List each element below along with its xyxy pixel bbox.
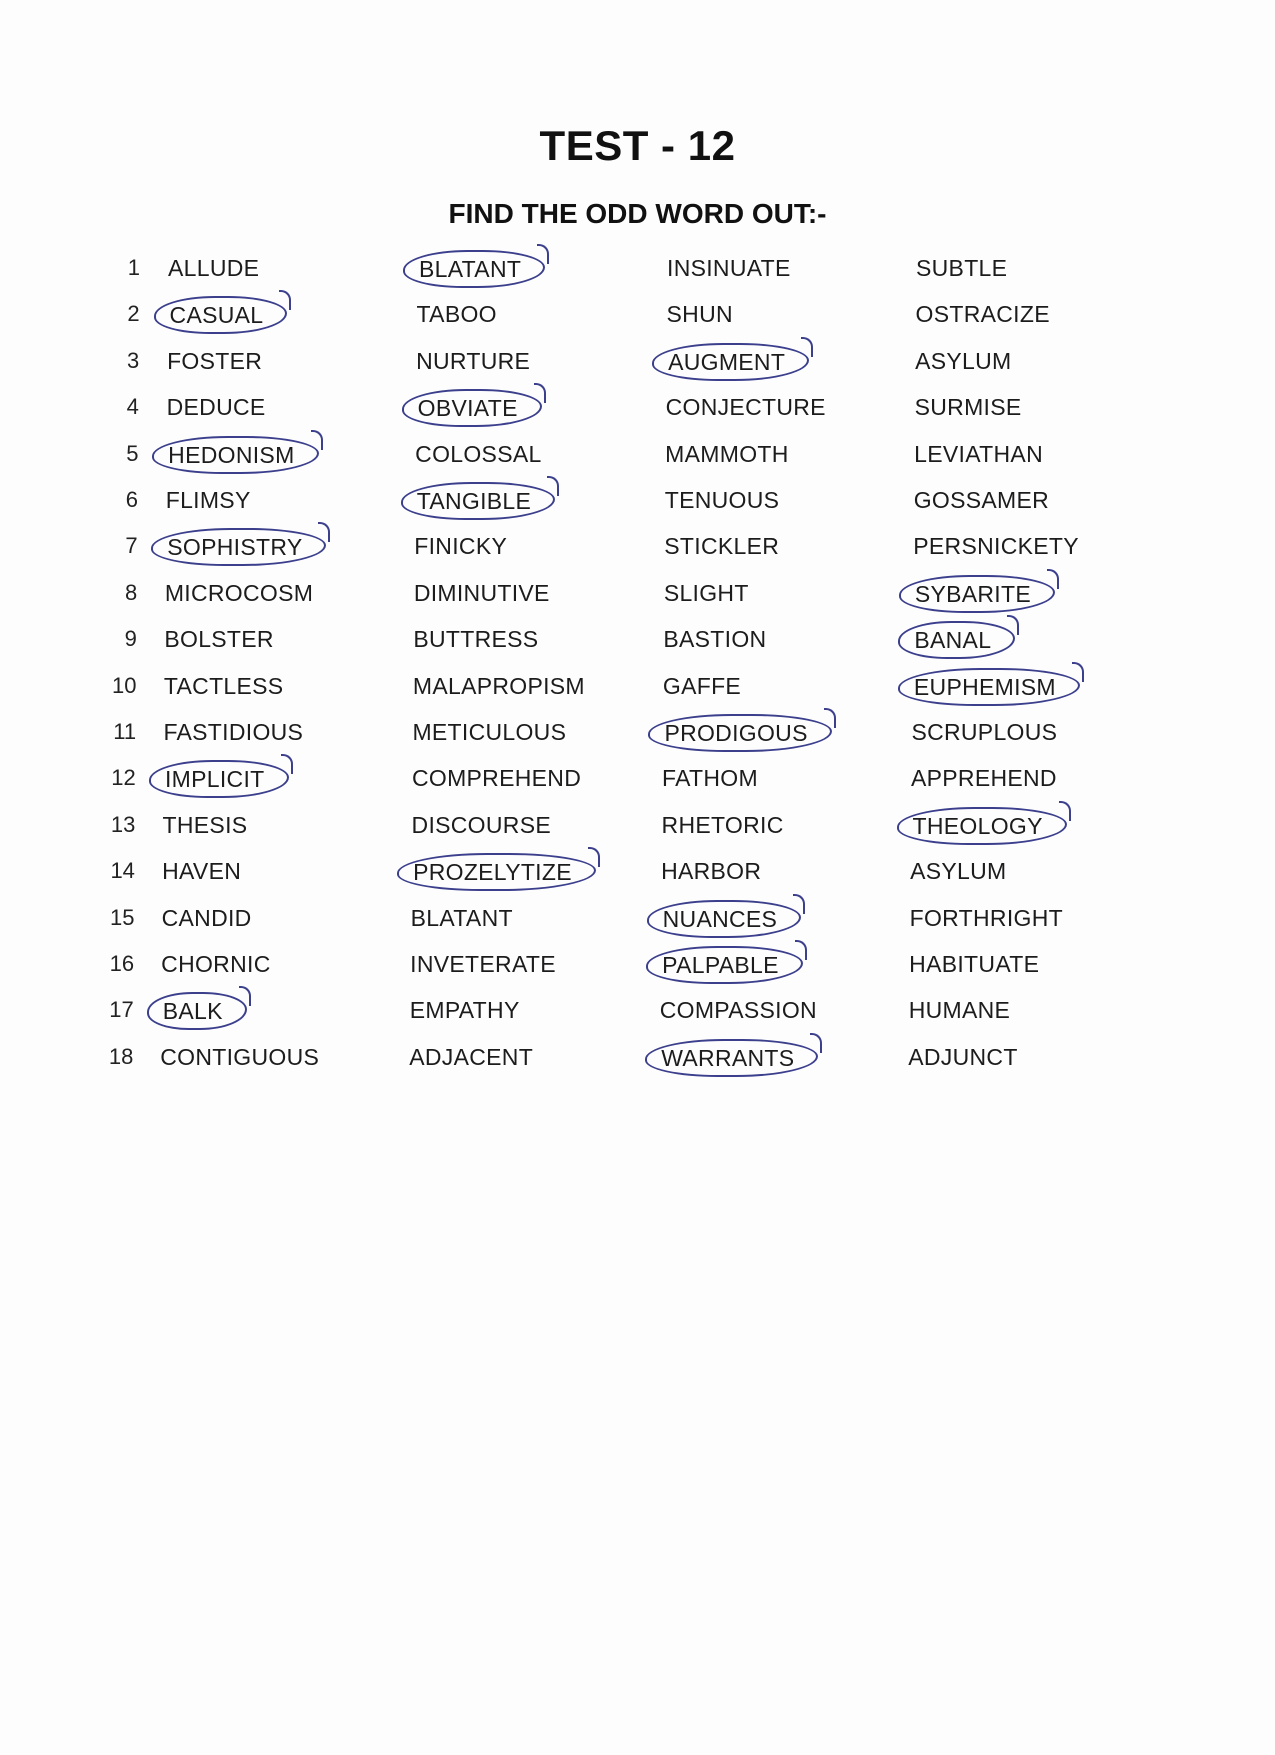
option-word: FLIMSY [165,487,251,513]
option-word-circled: AUGMENT [652,343,809,381]
option-word-circled: OBVIATE [402,389,542,427]
option-word: EMPATHY [409,997,520,1024]
option-word: HABITUATE [909,951,1040,977]
question-number: 9 [124,626,137,652]
option-word: COMPREHEND [411,765,582,792]
option-word-circled: CASUAL [154,296,288,334]
question-row [0,1037,1275,1077]
option-word-circled: BANAL [898,621,1015,659]
question-number: 11 [113,719,137,744]
option-word: HAVEN [162,858,242,885]
question-row [0,387,1275,427]
option-word: STICKLER [664,533,780,560]
option-word: RHETORIC [661,811,784,838]
option-word: HUMANE [908,997,1011,1024]
option-word: ASYLUM [910,858,1007,885]
question-row [0,573,1275,613]
question-number: 5 [126,440,139,466]
option-word: FATHOM [661,765,758,792]
option-word: TENUOUS [664,487,780,513]
option-word-circled: PALPABLE [646,946,803,984]
option-word: SUBTLE [916,255,1008,281]
option-word: GOSSAMER [913,487,1050,513]
option-word: ADJACENT [409,1043,534,1070]
option-word: COLOSSAL [415,440,542,467]
option-word: SHUN [666,301,733,328]
question-number: 3 [126,347,140,373]
question-number: 6 [125,487,139,512]
question-row [0,805,1275,845]
option-word: APPREHEND [910,765,1057,792]
question-number: 8 [125,579,138,605]
question-number: 10 [112,672,137,698]
question-number: 15 [110,904,135,930]
option-word-circled: SOPHISTRY [151,528,326,566]
option-word-circled: SYBARITE [899,575,1055,613]
option-word-circled: BLATANT [403,250,545,288]
option-word: BASTION [663,626,767,653]
question-number: 14 [110,858,135,884]
option-word-circled: HEDONISM [152,436,318,474]
option-word: MALAPROPISM [412,672,585,699]
option-word: DEDUCE [166,394,266,421]
option-word-circled: IMPLICIT [149,760,289,798]
option-word: NURTURE [416,347,531,374]
option-word-circled: PRODIGOUS [648,714,831,752]
instructions-heading: FIND THE ODD WORD OUT:- [448,198,827,229]
option-word: DISCOURSE [411,811,551,838]
question-row [0,294,1275,334]
option-word: MICROCOSM [164,579,314,606]
question-number: 4 [126,394,139,420]
question-row [0,944,1275,984]
question-row [0,898,1275,938]
option-word: PERSNICKETY [913,533,1079,560]
option-word: LEVIATHAN [914,440,1043,467]
option-word-circled: THEOLOGY [897,807,1067,845]
option-word: BLATANT [410,904,513,931]
option-word: OSTRACIZE [915,301,1050,328]
option-word-circled: PROZELYTIZE [397,853,596,891]
option-word: FINICKY [414,533,508,560]
question-row [0,434,1275,474]
option-word: BOLSTER [164,626,274,653]
option-word: TACTLESS [163,672,284,699]
option-word: FORTHRIGHT [909,904,1063,931]
option-word: CANDID [161,904,252,931]
option-word-circled: EUPHEMISM [898,668,1080,706]
option-word: TABOO [416,301,497,328]
option-word: SCRUPLOUS [911,719,1058,745]
question-row [0,990,1275,1030]
option-word: THESIS [162,811,248,838]
question-number: 13 [110,811,136,837]
question-row [0,758,1275,798]
option-word-circled: NUANCES [647,900,802,938]
option-word: INSINUATE [667,255,791,281]
option-word: GAFFE [662,672,742,699]
option-word: ASYLUM [915,347,1012,374]
option-word: FOSTER [167,347,263,374]
question-row [0,666,1275,706]
question-number: 12 [111,765,136,791]
option-word: CONJECTURE [665,394,826,421]
question-number: 18 [108,1043,134,1069]
option-word: CONTIGUOUS [160,1043,320,1070]
option-word: ADJUNCT [908,1043,1018,1070]
question-row [0,526,1275,566]
question-row [0,341,1275,381]
option-word-circled: WARRANTS [645,1039,818,1077]
question-number: 7 [125,533,138,559]
option-word: CHORNIC [161,951,271,977]
option-word: INVETERATE [410,951,556,977]
test-title: TEST - 12 [539,122,736,169]
option-word: DIMINUTIVE [413,579,550,606]
question-number: 17 [109,997,134,1023]
option-word: FASTIDIOUS [163,719,304,745]
question-number: 2 [127,301,140,327]
option-word: MAMMOTH [665,440,789,467]
option-word: METICULOUS [412,719,567,745]
question-row [0,248,1275,288]
question-row [0,619,1275,659]
option-word: HARBOR [661,858,762,885]
option-word: ALLUDE [168,255,260,281]
option-word: SLIGHT [663,579,749,606]
question-number: 16 [109,951,135,976]
question-row [0,480,1275,520]
option-word-circled: TANGIBLE [401,482,555,520]
question-row [0,712,1275,752]
option-word: SURMISE [914,394,1022,421]
option-word-circled: BALK [147,992,247,1030]
option-word: BUTTRESS [413,626,539,653]
question-number: 1 [127,255,140,280]
question-row [0,851,1275,891]
option-word: COMPASSION [659,997,817,1024]
